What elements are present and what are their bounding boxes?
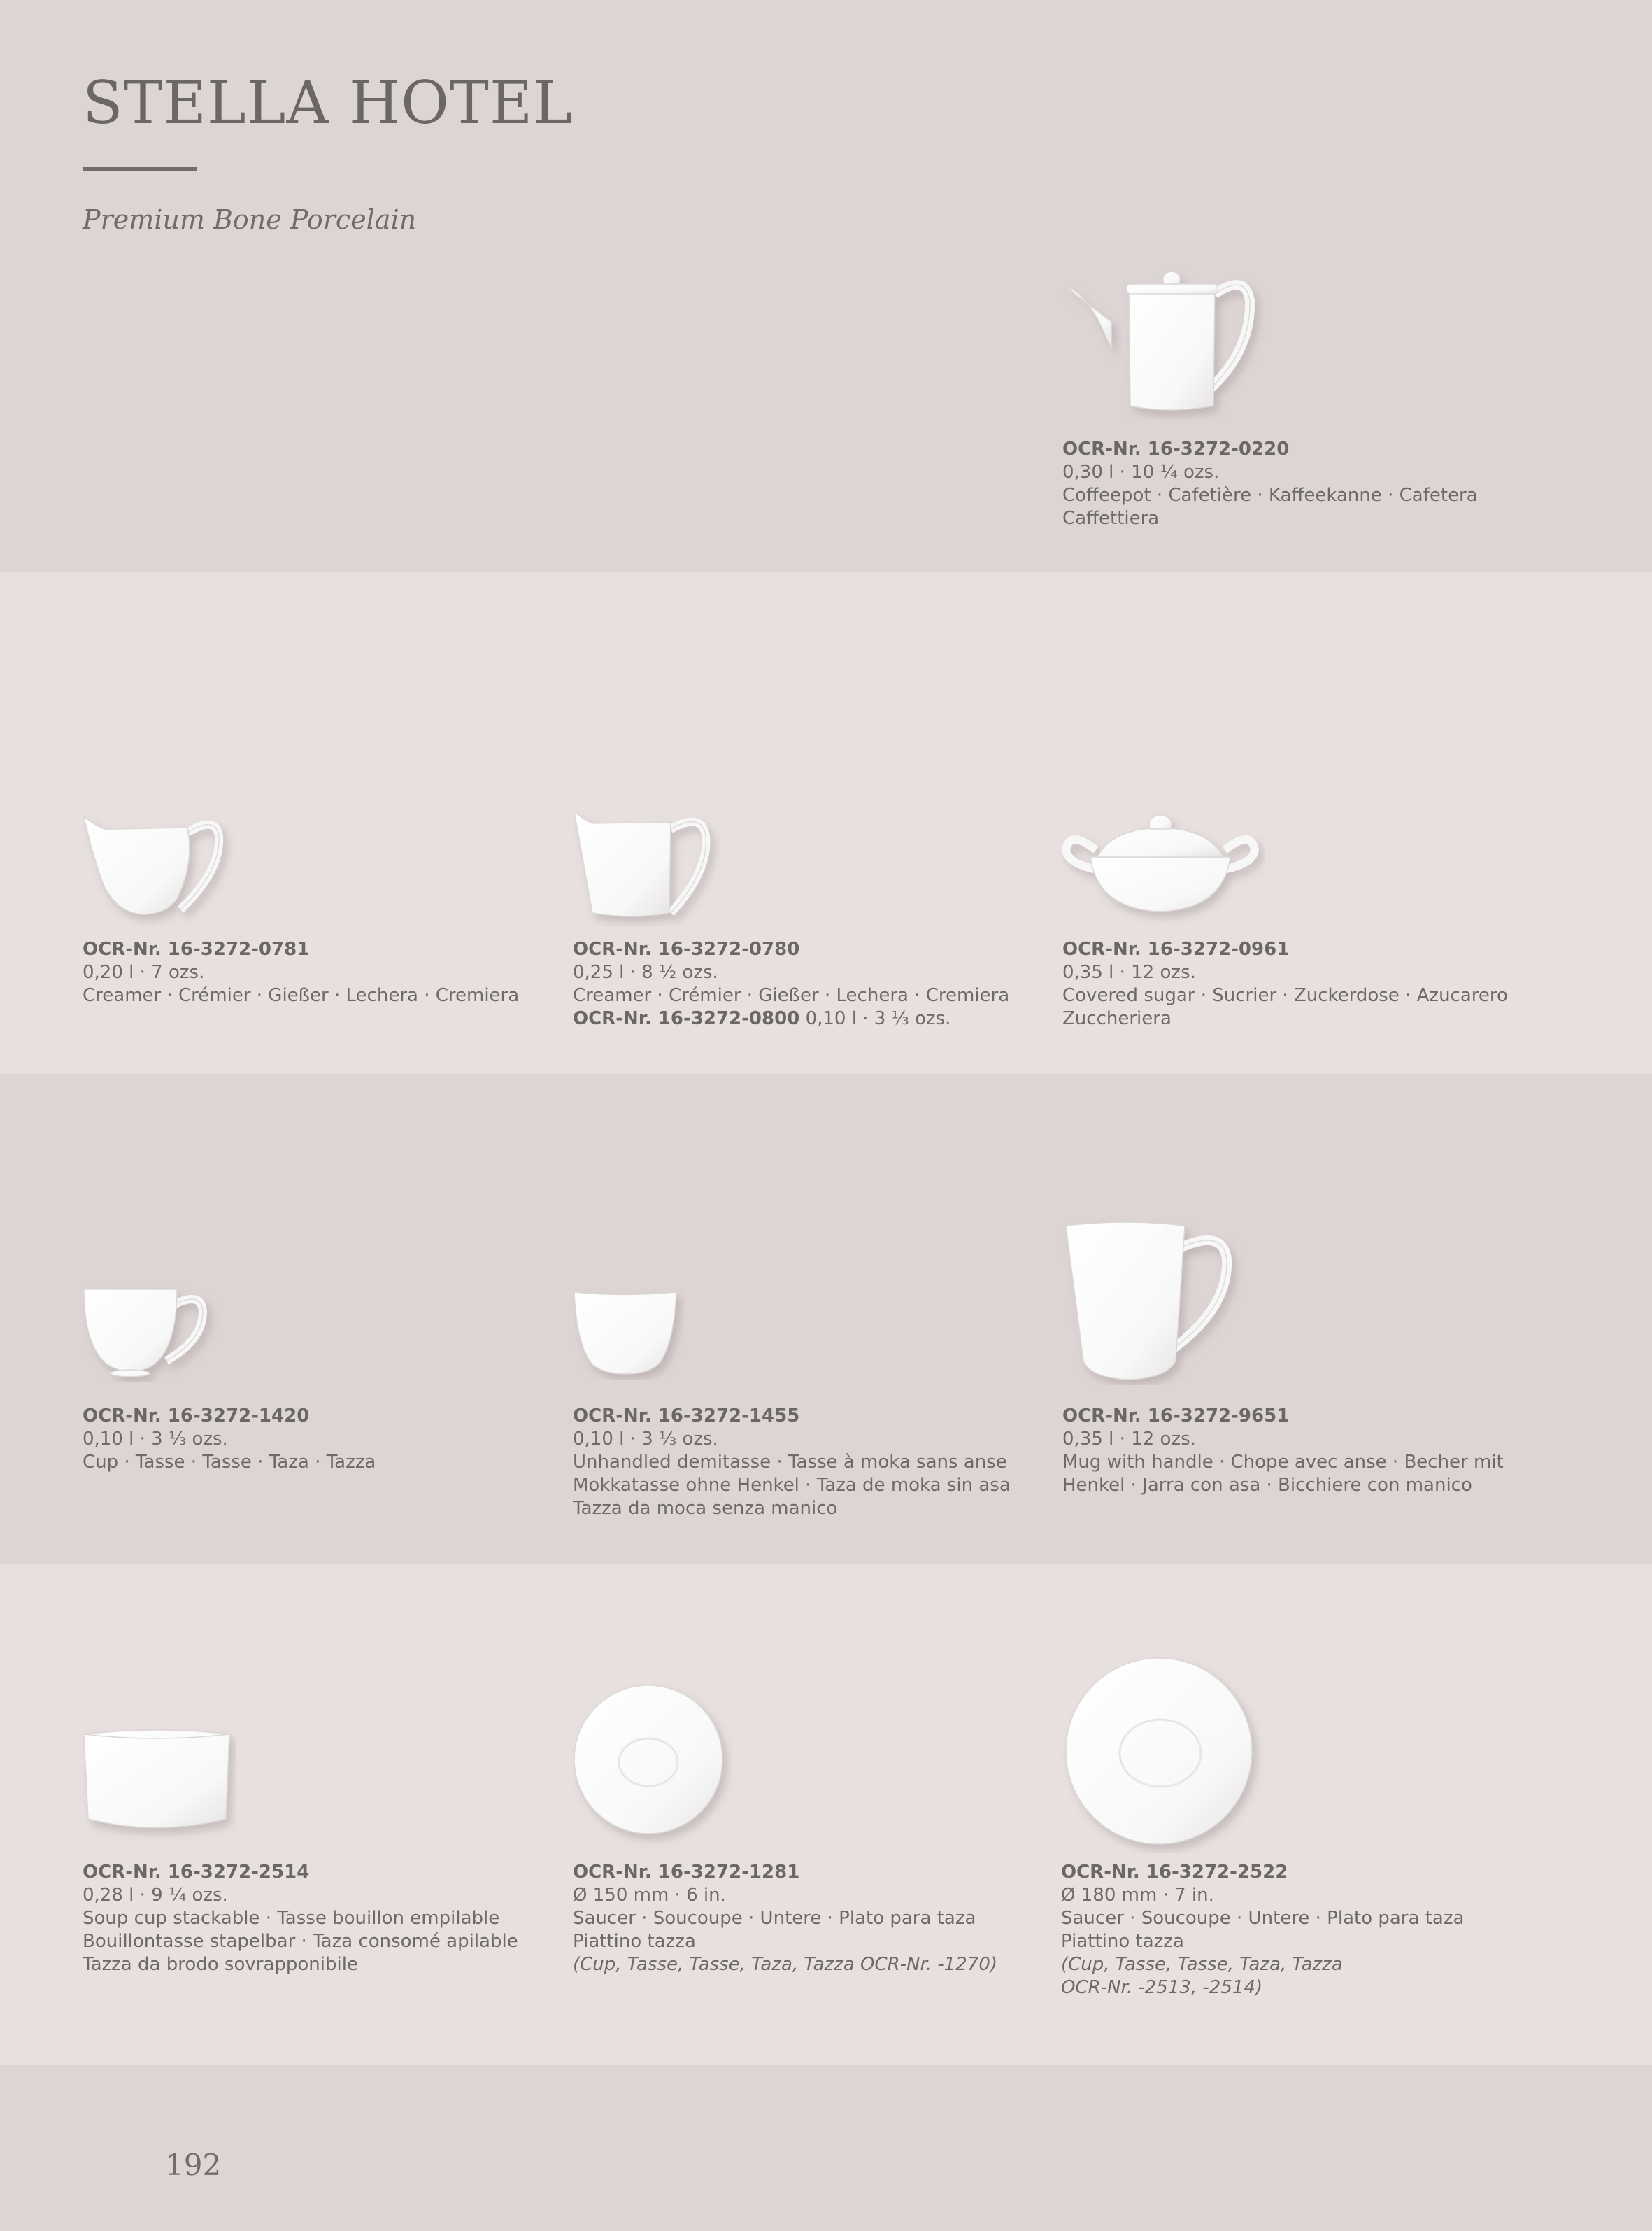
saucer-2522-image — [1061, 1657, 1271, 1853]
product-mug — [1062, 1217, 1510, 1496]
demitasse-desc-2: Mokkatasse ohne Henkel · Taza de moka sin asa — [573, 1475, 1011, 1496]
covered-sugar-desc-2: Zuccheriera — [1062, 1008, 1172, 1029]
mug-capacity: 0,35 l · 12 ozs. — [1062, 1429, 1196, 1450]
page-subtitle: Premium Bone Porcelain — [83, 204, 417, 235]
demitasse-desc-1: Unhandled demitasse · Tasse à moka sans anse — [573, 1452, 1007, 1473]
creamer-0800-line — [573, 1007, 1009, 1030]
coffeepot-desc-2: Caffettiera — [1062, 508, 1160, 529]
demitasse-capacity: 0,10 l · 3 ⅓ ozs. — [573, 1429, 718, 1450]
creamer-0800-ocr: OCR-Nr. 16-3272-0800 — [573, 1008, 800, 1029]
creamer-0780-capacity: 0,25 l · 8 ½ ozs. — [573, 962, 718, 983]
coffeepot-capacity: 0,30 l · 10 ¼ ozs. — [1062, 462, 1220, 483]
creamer-0800-capacity: 0,10 l · 3 ⅓ ozs. — [805, 1008, 951, 1029]
creamer-0781-capacity: 0,20 l · 7 ozs. — [83, 962, 205, 983]
band-5 — [0, 2065, 1652, 2231]
coffeepot-ocr: OCR-Nr. 16-3272-0220 — [1062, 439, 1290, 460]
covered-sugar-desc-1: Covered sugar · Sucrier · Zuckerdose · Azucarero — [1062, 985, 1508, 1006]
creamer-0781-ocr: OCR-Nr. 16-3272-0781 — [83, 939, 310, 960]
mug-desc-2: Henkel · Jarra con asa · Bicchiere con manico — [1062, 1475, 1472, 1496]
product-creamer-0781 — [83, 808, 530, 1006]
saucer-2522-ocr: OCR-Nr. 16-3272-2522 — [1061, 1862, 1288, 1883]
saucer-2522-desc-2: Piattino tazza — [1061, 1931, 1184, 1952]
soup-cup-image — [83, 1724, 236, 1840]
creamer-0780-image — [573, 808, 727, 927]
mug-desc-1: Mug with handle · Chope avec anse · Becher mit — [1062, 1452, 1504, 1473]
product-saucer-2522 — [1061, 1657, 1509, 1998]
saucer-2522-note-1: (Cup, Tasse, Tasse, Taza, Tazza — [1061, 1954, 1343, 1975]
soup-cup-desc-2: Bouillontasse stapelbar · Taza consomé apilable — [83, 1931, 518, 1952]
saucer-1281-capacity: Ø 150 mm · 6 in. — [573, 1885, 726, 1906]
cup-capacity: 0,10 l · 3 ⅓ ozs. — [83, 1429, 228, 1450]
covered-sugar-capacity: 0,35 l · 12 ozs. — [1062, 962, 1196, 983]
title-rule — [83, 167, 197, 171]
soup-cup-desc-1: Soup cup stackable · Tasse bouillon empilable — [83, 1908, 500, 1929]
creamer-0780-ocr: OCR-Nr. 16-3272-0780 — [573, 939, 800, 960]
product-soup-cup — [83, 1724, 530, 1975]
saucer-1281-ocr: OCR-Nr. 16-3272-1281 — [573, 1862, 800, 1883]
saucer-2522-capacity: Ø 180 mm · 7 in. — [1061, 1885, 1214, 1906]
mug-ocr: OCR-Nr. 16-3272-9651 — [1062, 1405, 1290, 1426]
creamer-0781-image — [83, 808, 236, 927]
demitasse-image — [573, 1289, 685, 1380]
saucer-2522-desc-1: Saucer · Soucoupe · Untere · Plato para taza — [1061, 1908, 1465, 1929]
demitasse-ocr: OCR-Nr. 16-3272-1455 — [573, 1405, 800, 1426]
product-creamer-0780 — [573, 808, 1020, 1029]
product-saucer-1281 — [573, 1684, 1020, 1975]
saucer-1281-note-1: (Cup, Tasse, Tasse, Taza, Tazza OCR-Nr. -1270) — [573, 1954, 998, 1975]
coffeepot-image — [1062, 259, 1265, 420]
mug-image — [1062, 1217, 1244, 1385]
covered-sugar-image — [1062, 808, 1265, 927]
cup-ocr: OCR-Nr. 16-3272-1420 — [83, 1405, 310, 1426]
soup-cup-capacity: 0,28 l · 9 ¼ ozs. — [83, 1885, 228, 1906]
saucer-1281-desc-2: Piattino tazza — [573, 1931, 696, 1952]
product-demitasse — [573, 1289, 1020, 1519]
page-number: 192 — [165, 2148, 222, 2182]
saucer-1281-image — [573, 1684, 734, 1848]
soup-cup-ocr: OCR-Nr. 16-3272-2514 — [83, 1862, 310, 1883]
saucer-1281-desc-1: Saucer · Soucoupe · Untere · Plato para taza — [573, 1908, 976, 1929]
demitasse-desc-3: Tazza da moca senza manico — [573, 1498, 838, 1519]
cup-desc-1: Cup · Tasse · Tasse · Taza · Tazza — [83, 1452, 376, 1473]
creamer-0781-desc-1: Creamer · Crémier · Gießer · Lechera · Cremiera — [83, 985, 520, 1006]
coffeepot-desc-1: Coffeepot · Cafetière · Kaffeekanne · Cafetera — [1062, 485, 1478, 506]
product-cup — [83, 1284, 530, 1473]
cup-image — [83, 1284, 222, 1382]
product-covered-sugar — [1062, 808, 1510, 1029]
saucer-2522-note-2: OCR-Nr. -2513, -2514) — [1061, 1977, 1263, 1998]
page-title: STELLA HOTEL — [83, 69, 574, 137]
product-coffeepot — [1062, 259, 1510, 529]
covered-sugar-ocr: OCR-Nr. 16-3272-0961 — [1062, 939, 1290, 960]
soup-cup-desc-3: Tazza da brodo sovrapponibile — [83, 1954, 358, 1975]
creamer-0780-desc-1: Creamer · Crémier · Gießer · Lechera · Cremiera — [573, 985, 1010, 1006]
